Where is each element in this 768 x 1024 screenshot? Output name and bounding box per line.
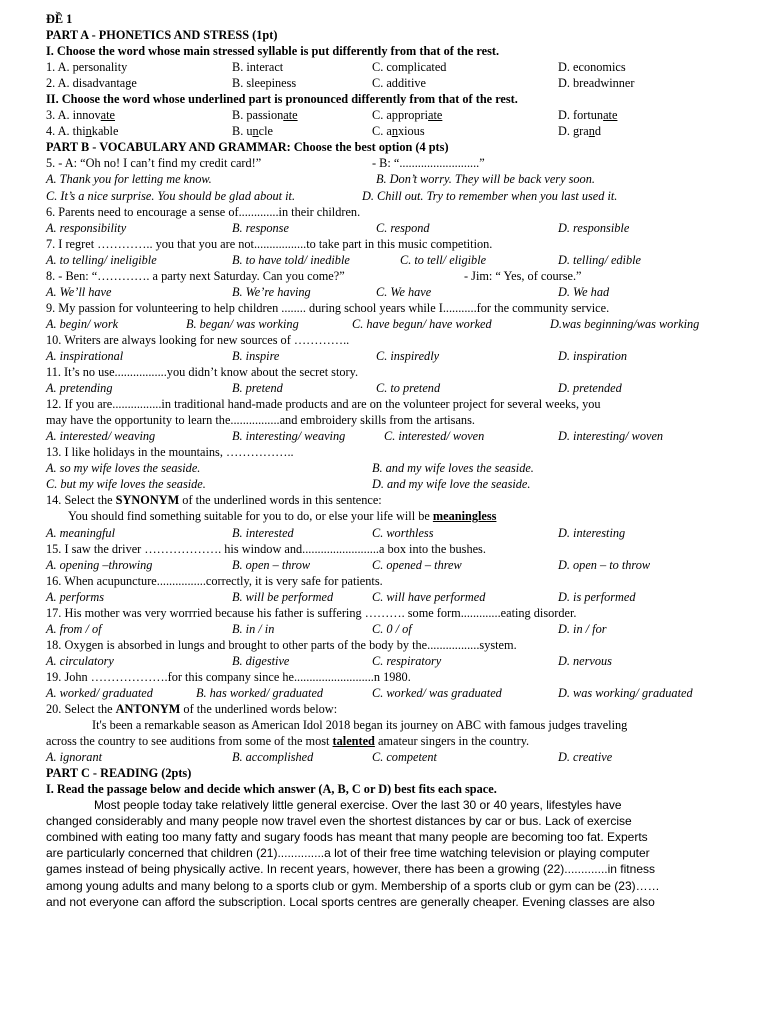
- option-b: B. and my wife loves the seaside.: [372, 461, 534, 476]
- option-c: C. but my wife loves the seaside.: [46, 477, 206, 492]
- question-14-options: [46, 525, 740, 541]
- question-17-options: [46, 621, 740, 637]
- question-5-stem: 5. - A: “Oh no! I can’t find my credit card!” - B: “..........................”: [46, 156, 485, 171]
- question-10-stem: 10. Writers are always looking for new sources of …………..: [46, 332, 350, 347]
- passage-line: changed considerably and many people now travel even the shortest distances by car or bus. Lack of exercise: [46, 814, 632, 829]
- option-b: B. open – throw: [232, 557, 311, 572]
- option-d: D. economics: [558, 60, 626, 75]
- question-10-options: [46, 348, 740, 364]
- option-d: D.was beginning/was working: [550, 316, 700, 331]
- option-b: B. inspire: [232, 348, 280, 363]
- option-c: C. respiratory: [372, 653, 442, 668]
- passage-line: among young adults and many belong to a sports club or gym. Membership of a sports club or gym can be (23)……: [46, 878, 660, 893]
- passage-line: and not everyone can afford the subscription. Local sports centres are generally cheaper. Evening classes are also: [46, 894, 655, 909]
- question-15-options: [46, 557, 740, 573]
- question-9-stem: 9. My passion for volunteering to help children ........ during school years while I...........for the community service.: [46, 300, 610, 315]
- option-b: B. interact: [232, 60, 284, 75]
- part-c-section-1-title: I. Read the passage below and decide which answer (A, B, C or D) best fits each space.: [46, 782, 497, 797]
- option-c: C. have begun/ have worked: [352, 316, 492, 331]
- option-a: 2. A. disadvantage: [46, 76, 137, 91]
- question-18-stem: 18. Oxygen is absorbed in lungs and brought to other parts of the body by the.................system.: [46, 637, 517, 652]
- option-c: C. opened – threw: [372, 557, 462, 572]
- option-d: D. Chill out. Try to remember when you last used it.: [362, 188, 618, 203]
- question-19-stem: 19. John ……………….for this company since he..........................n 1980.: [46, 669, 411, 684]
- option-d: D. fortunate: [558, 108, 618, 123]
- part-a-section-1-title: I. Choose the word whose main stressed syllable is put differently from that of the rest.: [46, 44, 500, 59]
- option-b: B. passionate: [232, 108, 298, 123]
- passage-line: Most people today take relatively little general exercise. Over the last 30 or 40 years, lifestyles have: [94, 798, 622, 813]
- underlined-part: ate: [283, 108, 298, 123]
- option-d: D. was working/ graduated: [558, 685, 693, 700]
- underlined-part: ate: [100, 108, 116, 123]
- question-13-options-row-2: [46, 476, 740, 492]
- option-d: D. grand: [558, 124, 602, 139]
- option-b: B. began/ was working: [186, 316, 299, 331]
- option-c: C. to tell/ eligible: [400, 252, 487, 267]
- underlined-part: ate: [603, 108, 618, 123]
- option-d: D. and my wife love the seaside.: [372, 477, 531, 492]
- question-13-stem: 13. I like holidays in the mountains, ……………..: [46, 445, 294, 460]
- option-b: B. We’re having: [232, 284, 311, 299]
- option-a: A. opening –throwing: [46, 557, 153, 572]
- question-12-options: [46, 428, 740, 444]
- question-14-sentence: You should find something suitable for you to do, or else your life will be meaningless: [68, 509, 497, 524]
- question-4: [46, 123, 740, 139]
- option-c: C. will have performed: [372, 589, 486, 604]
- option-c: C. appropriate: [372, 108, 443, 123]
- option-d: D. interesting/ woven: [558, 429, 664, 444]
- passage-line: games instead of being physically active. In recent years, however, there has been a growing (22).............in fitness: [46, 862, 655, 877]
- option-a: A. to telling/ ineligible: [46, 252, 157, 267]
- question-20-passage-line-1: It's been a remarkable season as American Idol 2018 began its journey on ABC with famous judges traveling: [92, 718, 628, 733]
- option-b: B. digestive: [232, 653, 290, 668]
- option-c: C. complicated: [372, 60, 447, 75]
- option-a: A. ignorant: [46, 750, 103, 765]
- option-d: D. creative: [558, 750, 613, 765]
- option-b: B. uncle: [232, 124, 273, 139]
- option-a: A. worked/ graduated: [46, 685, 153, 700]
- option-d: D. nervous: [558, 653, 612, 668]
- underlined-part: n: [85, 124, 92, 139]
- option-a: A. so my wife loves the seaside.: [46, 461, 201, 476]
- exam-page: [46, 11, 740, 910]
- part-a-section-2-title: II. Choose the word whose underlined part is pronounced differently from that of the rest.: [46, 92, 518, 107]
- option-b: B. pretend: [232, 381, 283, 396]
- option-d: D. responsible: [558, 220, 630, 235]
- question-9-options: [46, 316, 740, 332]
- option-a: A. circulatory: [46, 653, 114, 668]
- question-15-stem: 15. I saw the driver ………………. his window and.........................a box into the bushes.: [46, 541, 486, 556]
- question-1: [46, 59, 740, 75]
- option-a: A. Thank you for letting me know.: [46, 172, 212, 187]
- option-d: D. breadwinner: [558, 76, 635, 91]
- question-12-stem-line-2: may have the opportunity to learn the................and embroidery skills from the artisans.: [46, 413, 475, 428]
- question-11-options: [46, 380, 740, 396]
- option-d: D. We had: [558, 284, 610, 299]
- option-a: A. responsibility: [46, 220, 127, 235]
- question-2: [46, 75, 740, 91]
- option-c: C. additive: [372, 76, 426, 91]
- underlined-part: ate: [428, 108, 443, 123]
- question-7-options: [46, 252, 740, 268]
- option-b: B. interested: [232, 525, 294, 540]
- option-a: 1. A. personality: [46, 60, 128, 75]
- passage-line: are particularly concerned that children (21)..............a lot of their free time watching television or playing computer: [46, 846, 650, 861]
- question-16-stem: 16. When acupuncture................correctly, it is very safe for patients.: [46, 573, 383, 588]
- option-c: C. to pretend: [376, 381, 441, 396]
- option-b: B. accomplished: [232, 750, 314, 765]
- option-b: B. has worked/ graduated: [196, 685, 324, 700]
- part-b-title: PART B - VOCABULARY AND GRAMMAR: Choose the best option (4 pts): [46, 140, 449, 155]
- passage-line: combined with eating too many fatty and sugary foods has meant that many people are becoming too fat. Experts: [46, 830, 648, 845]
- part-c-title: PART C - READING (2pts): [46, 766, 192, 781]
- option-c: C. interested/ woven: [384, 429, 485, 444]
- option-c: C. It’s a nice surprise. You should be glad about it.: [46, 188, 296, 203]
- option-b: B. to have told/ inedible: [232, 252, 350, 267]
- question-11-stem: 11. It’s no use.................you didn’t know about the secret story.: [46, 365, 359, 380]
- option-a: A. from / of: [46, 621, 102, 636]
- option-a: A. interested/ weaving: [46, 429, 156, 444]
- question-20-options: [46, 749, 740, 765]
- question-8-stem: 8. - Ben: “…………. a party next Saturday. Can you come?” - Jim: “ Yes, of course.”: [46, 268, 582, 283]
- option-d: D. inspiration: [558, 348, 628, 363]
- option-c: C. competent: [372, 750, 437, 765]
- option-a: A. inspirational: [46, 348, 124, 363]
- option-c: C. worked/ was graduated: [372, 685, 502, 700]
- option-d: D. telling/ edible: [558, 252, 641, 267]
- option-d: D. is performed: [558, 589, 636, 604]
- question-16-options: [46, 589, 740, 605]
- underlined-part: n: [391, 124, 398, 139]
- question-19-options: [46, 685, 740, 701]
- option-d: D. pretended: [558, 381, 622, 396]
- option-c: C. worthless: [372, 525, 434, 540]
- option-d: D. interesting: [558, 525, 626, 540]
- option-b: B. Don’t worry. They will be back very soon.: [376, 172, 595, 187]
- underlined-part: n: [588, 124, 595, 139]
- option-b: B. in / in: [232, 621, 275, 636]
- option-a: A. meaningful: [46, 525, 115, 540]
- option-c: C. respond: [376, 220, 430, 235]
- option-d: D. open – to throw: [558, 557, 651, 572]
- option-a: 3. A. innovate: [46, 108, 116, 123]
- option-a: 4. A. thinkable: [46, 124, 119, 139]
- question-20-passage-line-2: across the country to see auditions from some of the most talented amateur singers in the country.: [46, 734, 530, 749]
- option-c: C. inspiredly: [376, 348, 440, 363]
- option-a: A. pretending: [46, 381, 113, 396]
- question-14-stem: 14. Select the SYNONYM of the underlined words in this sentence:: [46, 493, 382, 508]
- option-b: B. sleepiness: [232, 76, 297, 91]
- underlined-word: meaningless: [432, 509, 497, 524]
- option-b: B. interesting/ weaving: [232, 429, 346, 444]
- option-b: B. response: [232, 220, 289, 235]
- option-d: D. in / for: [558, 621, 607, 636]
- question-12-stem-line-1: 12. If you are................in traditional hand-made products and are on the volunteer project for several weeks, you: [46, 397, 601, 412]
- part-a-title: PART A - PHONETICS AND STRESS (1pt): [46, 28, 278, 43]
- option-c: C. We have: [376, 284, 432, 299]
- option-b: B. will be performed: [232, 589, 334, 604]
- question-17-stem: 17. His mother was very worrried because his father is suffering ………. some form.............eating disorder.: [46, 605, 577, 620]
- question-8-options: [46, 284, 740, 300]
- underlined-word: talented: [332, 734, 375, 749]
- question-6-stem: 6. Parents need to encourage a sense of.............in their children.: [46, 204, 361, 219]
- option-a: A. begin/ work: [46, 316, 119, 331]
- exam-code: ĐỀ 1: [46, 12, 73, 26]
- question-13-options-row-1: [46, 460, 740, 476]
- reading-passage: [46, 797, 740, 909]
- question-3: [46, 107, 740, 123]
- question-7-stem: 7. I regret ………….. you that you are not.................to take part in this music competition.: [46, 236, 493, 251]
- option-a: A. performs: [46, 589, 105, 604]
- option-a: A. We’ll have: [46, 284, 112, 299]
- question-18-options: [46, 653, 740, 669]
- option-c: C. anxious: [372, 124, 425, 139]
- option-c: C. 0 / of: [372, 621, 412, 636]
- question-6-options: [46, 220, 740, 236]
- question-20-stem: 20. Select the ANTONYM of the underlined words below:: [46, 702, 338, 717]
- underlined-part: n: [252, 124, 259, 139]
- question-5-options-row-2: [46, 188, 740, 204]
- question-5-options-row-1: [46, 171, 740, 187]
